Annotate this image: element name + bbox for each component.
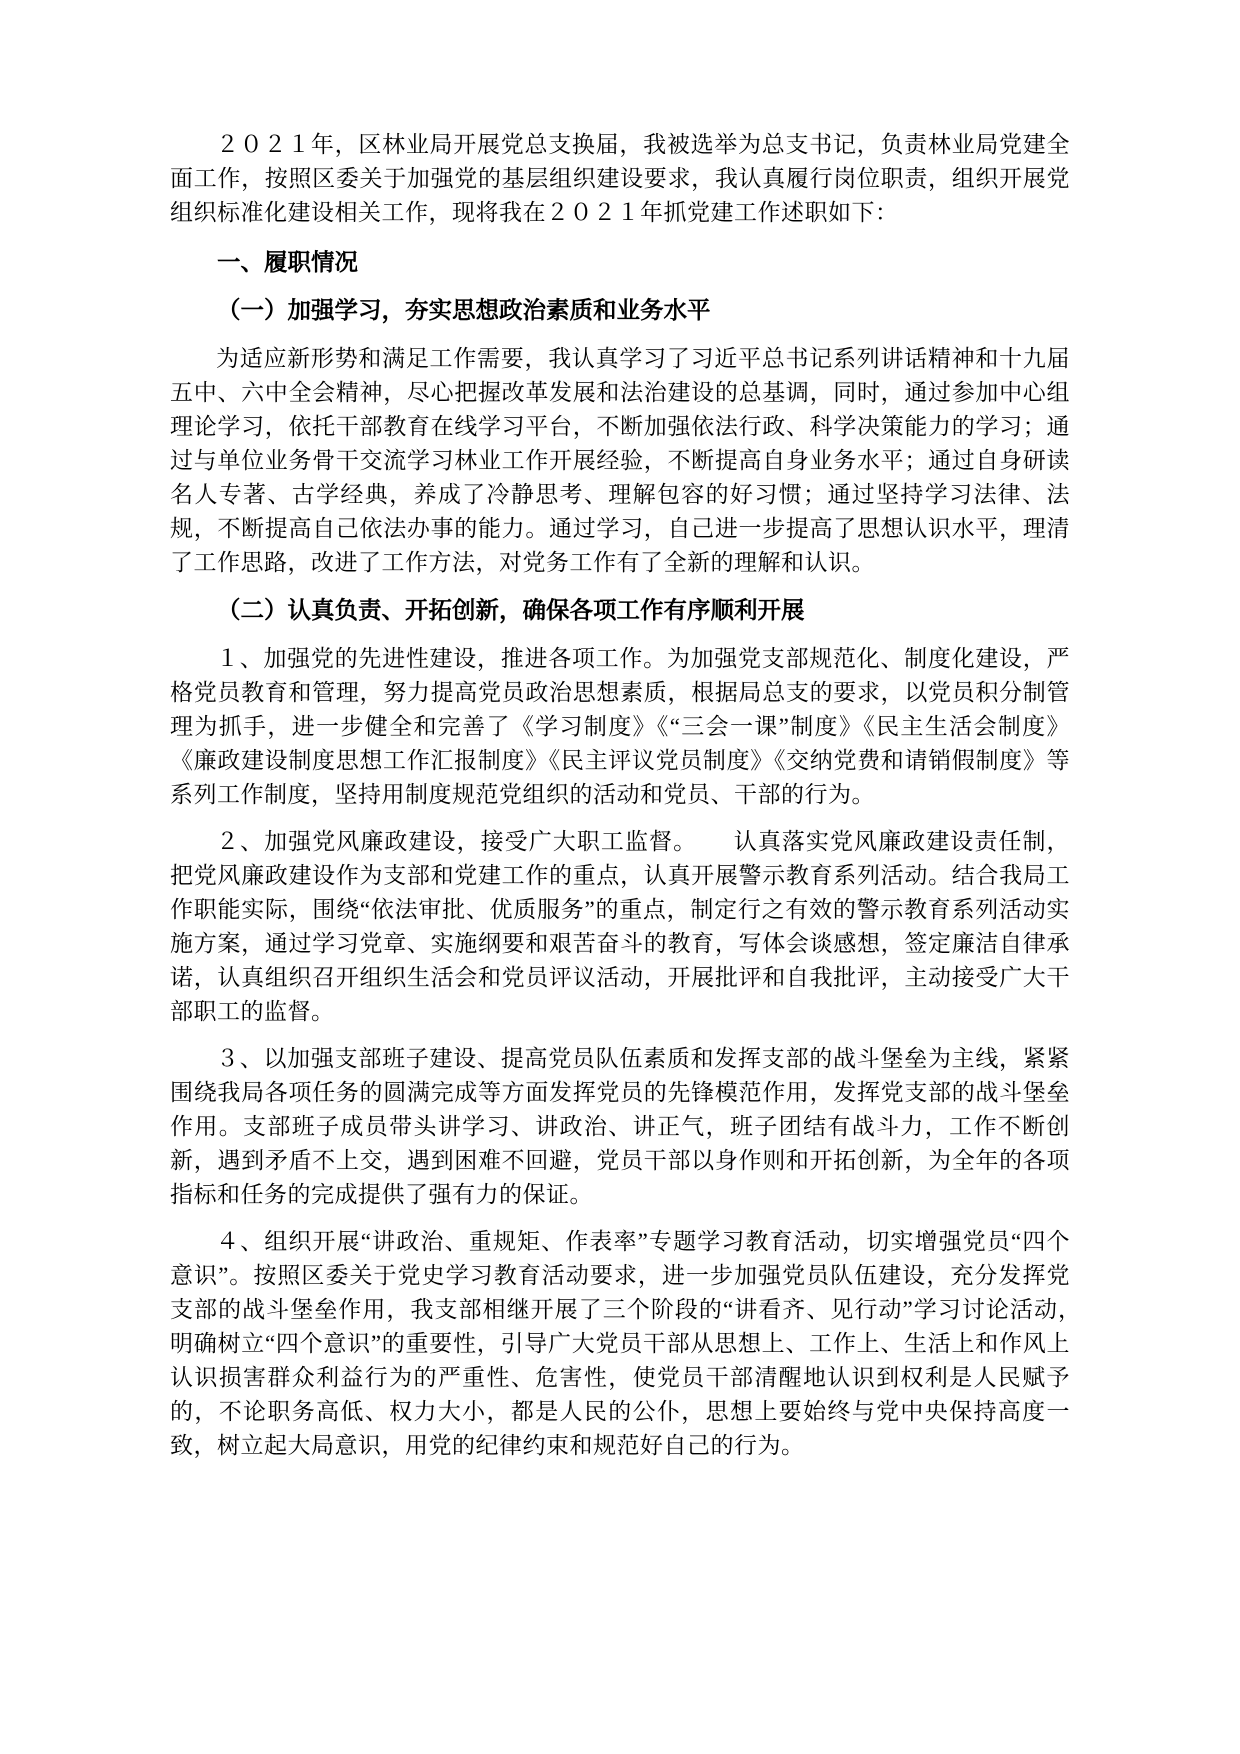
paragraph-item-1-party-building: １、加强党的先进性建设，推进各项工作。为加强党支部规范化、制度化建设，严格党员教育和管理，努力提高党员政治思想素质，根据局总支的要求，以党员积分制管理为抓手，进一步健全和完善了《学习制度》《“三会一课”制度》《民主生活会制度》《廉政建设制度思想工作汇报制度》《民主评议党员制度》《交纳党费和请销假制度》等系列工作制度，坚持用制度规范党组织的活动和党员、干部的行为。 xyxy=(170,646,1070,807)
subheading-responsibility-innovation: （二）认真负责、开拓创新，确保各项工作有序顺利开展 xyxy=(217,598,805,624)
paragraph-study-details: 为适应新形势和满足工作需要，我认真学习了习近平总书记系列讲话精神和十九届五中、六中全会精神，尽心把握改革发展和法治建设的总基调，同时，通过参加中心组理论学习，依托干部教育在线学习平台，不断加强依法行政、科学决策能力的学习；通过与单位业务骨干交流学习林业工作开展经验，不断提高自身业务水平；通过自身研读名人专著、古学经典，养成了冷静思考、理解包容的好习惯；通过坚持学习法律、法规，不断提高自己依法办事的能力。通过学习，自己进一步提高了思想认识水平，理清了工作思路，改进了工作方法，对党务工作有了全新的理解和认识。 xyxy=(170,346,1070,575)
paragraph-item-3-branch-team: ３、以加强支部班子建设、提高党员队伍素质和发挥支部的战斗堡垒为主线，紧紧围绕我局各项任务的圆满完成等方面发挥党员的先锋模范作用，发挥党支部的战斗堡垒作用。支部班子成员带头讲学习、讲政治、讲正气，班子团结有战斗力，工作不断创新，遇到矛盾不上交，遇到困难不回避，党员干部以身作则和开拓创新，为全年的各项指标和任务的完成提供了强有力的保证。 xyxy=(170,1046,1070,1207)
paragraph-item-4-education-activity: ４、组织开展“讲政治、重规矩、作表率”专题学习教育活动，切实增强党员“四个意识”。按照区委关于党史学习教育活动要求，进一步加强党员队伍建设，充分发挥党支部的战斗堡垒作用，我支部相继开展了三个阶段的“讲看齐、见行动”学习讨论活动， 明确树立“四个意识”的重要性，引导广大党员干部从思想上、工作上、生活上和作风上认识损害群众利益行为的严重性、危害性，使党员干部清醒地认识到权利是人民赋予的，不论职务高低、权力大小，都是人民的公仆，思想上要始终与党中央保持高度一致，树立起大局意识，用党的纪律约束和规范好自己的行为。 xyxy=(170,1229,1117,1458)
paragraph-item-2-clean-governance: ２、加强党风廉政建设，接受广大职工监督。 认真落实党风廉政建设责任制，把党风廉政建设作为支部和党建工作的重点，认真开展警示教育系列活动。结合我局工作职能实际，围绕“依法审批、优质服务”的重点，制定行之有效的警示教育系列活动实施方案，通过学习党章、实施纲要和艰苦奋斗的教育，写体会谈感想，签定廉洁自律承诺，认真组织召开组织生活会和党员评议活动，开展批评和自我批评，主动接受广大干部职工的监督。 xyxy=(170,829,1070,1024)
intro-paragraph: ２０２１年，区林业局开展党总支换届，我被选举为总支书记，负责林业局党建全面工作，按照区委关于加强党的基层组织建设要求，我认真履行岗位职责，组织开展党组织标准化建设相关工作，现将我在２０２１年抓党建工作述职如下： xyxy=(170,132,1070,225)
subheading-strengthen-study: （一）加强学习，夯实思想政治素质和业务水平 xyxy=(217,298,711,324)
section-heading-performance: 一、履职情况 xyxy=(217,250,358,276)
